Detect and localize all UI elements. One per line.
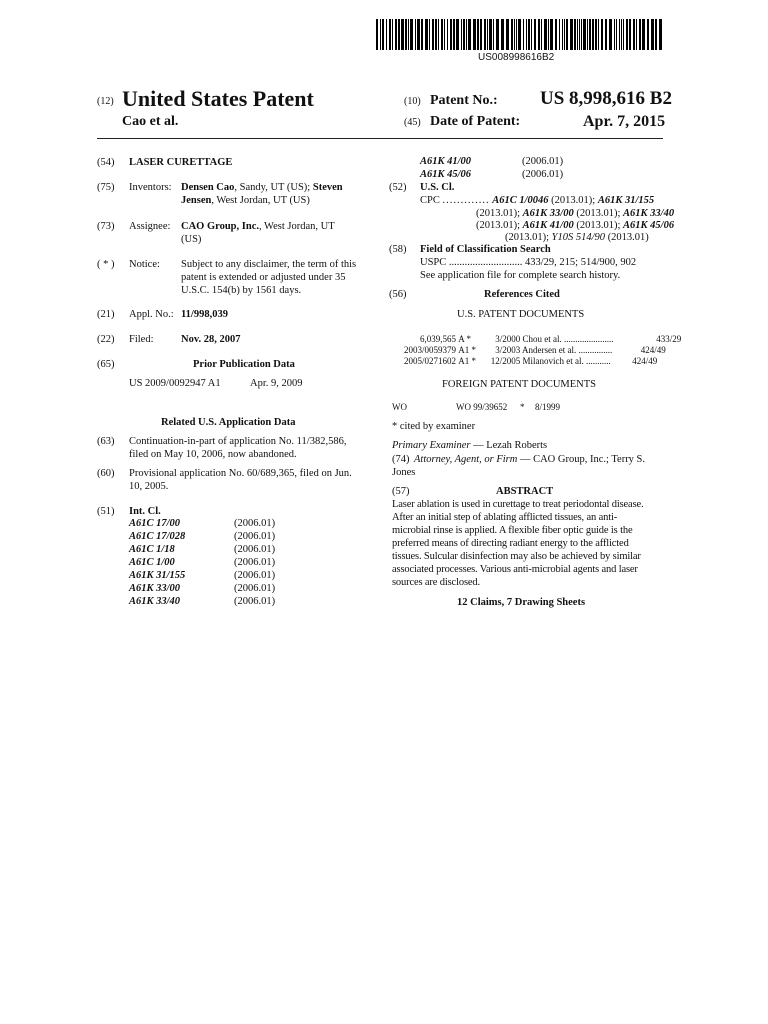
assignee-label: Assignee: — [129, 221, 171, 232]
reference-row: 2003/0059379 A1 * 3/2003 Andersen et al. ............... 424/49 — [403, 345, 666, 355]
code-58: (58) — [389, 244, 407, 255]
barcode-bar — [601, 19, 603, 50]
barcode-bar — [511, 19, 513, 50]
code-12: (12) — [97, 96, 114, 107]
abstract-body — [392, 498, 664, 589]
barcode-bar — [456, 19, 459, 50]
cpc-line1: CPC ............. A61C 1/0046 (2013.01); A61K 31/155 — [420, 195, 655, 206]
barcode-bar — [621, 19, 622, 50]
abstract-line: tissues. Sulcular disinfection may also be achieved by similar — [392, 551, 641, 562]
filed-label: Filed: — [129, 334, 154, 345]
barcode-bar — [466, 19, 467, 50]
barcode-bar — [659, 19, 662, 50]
notice-line3: U.S.C. 154(b) by 1561 days. — [181, 285, 302, 296]
barcode-bar — [417, 19, 420, 50]
barcode-bar — [506, 19, 509, 50]
barcode-bar — [429, 19, 430, 50]
barcode-bar — [555, 19, 557, 50]
intcl-row: A61C 1/00 (2006.01) — [129, 557, 276, 568]
code-60: (60) — [97, 468, 115, 479]
intcl-row: A61K 41/00 (2006.01) — [420, 156, 564, 167]
field-search-label: Field of Classification Search — [420, 244, 551, 255]
patent-number: US 8,998,616 B2 — [540, 88, 672, 109]
barcode-bar — [477, 19, 479, 50]
barcode-bar — [633, 19, 635, 50]
barcode-bar — [484, 19, 486, 50]
barcode-number: US008998616B2 — [478, 52, 555, 63]
abstract-line: sources are disclosed. — [392, 577, 480, 588]
barcode-bar — [581, 19, 582, 50]
inventors-line2: Jensen, West Jordan, UT (US) — [181, 195, 310, 206]
barcode-bar — [415, 19, 416, 50]
abstract-line: After an initial step of ablating afflicted tissues, an anti- — [392, 512, 618, 523]
barcode-bar — [514, 19, 515, 50]
intcl-row: A61C 1/18 (2006.01) — [129, 544, 276, 555]
barcode-bar — [389, 19, 391, 50]
abstract-line: Laser ablation is used in curettage to treat periodontal disease. — [392, 499, 644, 510]
related-heading: Related U.S. Application Data — [161, 417, 296, 428]
intcl-row: A61C 17/00 (2006.01) — [129, 518, 276, 529]
code-54: (54) — [97, 157, 115, 168]
patent-date: Apr. 7, 2015 — [583, 113, 666, 130]
barcode-bar — [531, 19, 532, 50]
foreign-kind: * — [520, 402, 525, 412]
barcode-bar — [655, 19, 657, 50]
patent-title: LASER CURETTAGE — [129, 157, 233, 168]
appl-number: 11/998,039 — [181, 309, 228, 320]
filed-date: Nov. 28, 2007 — [181, 334, 241, 345]
barcode-bar — [639, 19, 641, 50]
cpc-line2: (2013.01); A61K 33/00 (2013.01); A61K 33/40 — [476, 208, 675, 219]
barcode-bar — [487, 19, 488, 50]
barcode-bar — [516, 19, 517, 50]
barcode-bar — [376, 19, 378, 50]
barcode-bar — [432, 19, 434, 50]
barcode-bar — [595, 19, 597, 50]
barcode-bar — [642, 19, 645, 50]
barcode-bar — [382, 19, 384, 50]
intcl-list — [129, 517, 275, 608]
code-51: (51) — [97, 506, 115, 517]
barcode-bar — [544, 19, 547, 50]
code-56: (56) — [389, 289, 407, 300]
barcode-bar — [562, 19, 563, 50]
barcode-bar — [541, 19, 542, 50]
provisional-line2: 10, 2005. — [129, 481, 169, 492]
prior-pub-number: US 2009/0092947 A1 — [129, 378, 221, 389]
barcode-bar — [538, 19, 540, 50]
claims-sheets: 12 Claims, 7 Drawing Sheets — [457, 597, 586, 608]
primary-examiner: Primary Examiner — Lezah Roberts — [392, 440, 548, 451]
assignee-line2: (US) — [181, 234, 202, 245]
reference-row: 6,039,565 A * 3/2000 Chou et al. ...................... 433/29 — [420, 334, 682, 344]
code-74: (74) — [392, 454, 410, 465]
barcode-bar — [616, 19, 617, 50]
foreign-number: WO 99/39652 — [456, 402, 508, 412]
continuation-line2: filed on May 10, 2006, now abandoned. — [129, 449, 297, 460]
code-notice: ( * ) — [97, 259, 115, 270]
code-65: (65) — [97, 359, 115, 370]
barcode-bar — [410, 19, 413, 50]
cpc-line4: (2013.01); Y10S 514/90 (2013.01) — [505, 232, 649, 243]
barcode-bar — [461, 19, 462, 50]
intcl-row: A61K 33/40 (2006.01) — [129, 596, 276, 607]
barcode-bar — [408, 19, 409, 50]
references-heading: References Cited — [484, 289, 560, 300]
continuation-line1: Continuation-in-part of application No. 11/382,586, — [129, 436, 347, 447]
attorney-line2: Jones — [392, 467, 416, 478]
intcl-row: A61C 17/028 (2006.01) — [129, 531, 276, 542]
inventors-label: Inventors: — [129, 182, 172, 193]
barcode — [376, 19, 666, 50]
attorney-line1: Attorney, Agent, or Firm — CAO Group, Inc.; Terry S. — [414, 454, 646, 465]
barcode-bar — [647, 19, 649, 50]
date-label: Date of Patent: — [430, 114, 521, 129]
provisional-line1: Provisional application No. 60/689,365, filed on Jun. — [129, 468, 352, 479]
search-history: See application file for complete search history. — [420, 270, 621, 281]
intcl-row: A61K 31/155 (2006.01) — [129, 570, 276, 581]
barcode-bar — [501, 19, 504, 50]
abstract-line: associated processes. Various anti-microbial agents and laser — [392, 564, 638, 575]
barcode-bar — [605, 19, 607, 50]
intcl-row: A61K 33/00 (2006.01) — [129, 583, 276, 594]
barcode-bar — [526, 19, 527, 50]
barcode-bar — [489, 19, 492, 50]
code-73: (73) — [97, 221, 115, 232]
barcode-bar — [493, 19, 494, 50]
code-10: (10) — [404, 96, 421, 107]
foreign-date: 8/1999 — [535, 402, 561, 412]
barcode-bar — [598, 19, 599, 50]
barcode-bar — [405, 19, 407, 50]
barcode-bar — [401, 19, 404, 50]
intcl-continued — [420, 155, 563, 181]
cpc-line3: (2013.01); A61K 41/00 (2013.01); A61K 45/06 — [476, 220, 675, 231]
barcode-bar — [496, 19, 499, 50]
reference-row: 2005/0271602 A1 * 12/2005 Milanovich et al. ........... 424/49 — [403, 356, 658, 366]
barcode-bar — [564, 19, 565, 50]
notice-line1: Subject to any disclaimer, the term of this — [181, 259, 357, 270]
barcode-bar — [480, 19, 482, 50]
barcode-bar — [570, 19, 573, 50]
barcode-bar — [444, 19, 445, 50]
barcode-bar — [463, 19, 465, 50]
barcode-bar — [636, 19, 637, 50]
barcode-bar — [587, 19, 588, 50]
barcode-bar — [534, 19, 536, 50]
foreign-docs-heading: FOREIGN PATENT DOCUMENTS — [442, 379, 597, 390]
barcode-bar — [468, 19, 471, 50]
doc-type: United States Patent — [122, 86, 314, 111]
code-57: (57) — [392, 486, 410, 497]
abstract-heading: ABSTRACT — [496, 486, 554, 497]
code-52: (52) — [389, 182, 407, 193]
barcode-bar — [450, 19, 452, 50]
intcl-row: A61K 45/06 (2006.01) — [420, 169, 564, 180]
inventors-line1: Densen Cao, Sandy, UT (US); Steven — [181, 182, 343, 193]
barcode-bar — [421, 19, 423, 50]
us-references — [396, 334, 681, 367]
authors: Cao et al. — [122, 114, 179, 129]
barcode-bar — [592, 19, 594, 50]
barcode-bar — [548, 19, 549, 50]
barcode-bar — [574, 19, 576, 50]
barcode-bar — [626, 19, 628, 50]
barcode-bar — [386, 19, 387, 50]
prior-pub-heading: Prior Publication Data — [193, 359, 295, 370]
prior-pub-date: Apr. 9, 2009 — [250, 378, 303, 389]
code-63: (63) — [97, 436, 115, 447]
barcode-bar — [566, 19, 568, 50]
barcode-bar — [528, 19, 530, 50]
appl-label: Appl. No.: — [129, 309, 174, 320]
barcode-bar — [579, 19, 580, 50]
uscl-label: U.S. Cl. — [420, 182, 455, 193]
barcode-bar — [577, 19, 578, 50]
barcode-bar — [392, 19, 393, 50]
barcode-bar — [395, 19, 397, 50]
header-rule — [97, 138, 663, 139]
barcode-bar — [518, 19, 521, 50]
barcode-bar — [550, 19, 553, 50]
barcode-bar — [614, 19, 615, 50]
barcode-bar — [453, 19, 455, 50]
barcode-bar — [435, 19, 437, 50]
barcode-bar — [619, 19, 620, 50]
barcode-bar — [589, 19, 591, 50]
barcode-bar — [425, 19, 428, 50]
patent-no-label: Patent No.: — [430, 93, 498, 108]
notice-line2: patent is extended or adjusted under 35 — [181, 272, 346, 283]
barcode-bar — [629, 19, 631, 50]
barcode-bar — [623, 19, 624, 50]
barcode-bar — [473, 19, 476, 50]
barcode-bar — [380, 19, 381, 50]
barcode-bar — [438, 19, 439, 50]
barcode-bar — [559, 19, 560, 50]
assignee-line1: CAO Group, Inc., West Jordan, UT — [181, 221, 335, 232]
barcode-bar — [398, 19, 400, 50]
uspc-line: USPC ............................ 433/29, 215; 514/900, 902 — [420, 257, 637, 268]
us-docs-heading: U.S. PATENT DOCUMENTS — [457, 309, 585, 320]
barcode-bar — [583, 19, 586, 50]
barcode-bar — [447, 19, 448, 50]
barcode-bar — [651, 19, 654, 50]
notice-label: Notice: — [129, 259, 160, 270]
barcode-bar — [609, 19, 612, 50]
code-21: (21) — [97, 309, 115, 320]
intcl-label: Int. Cl. — [129, 506, 161, 517]
barcode-bar — [441, 19, 443, 50]
cited-by-examiner: * cited by examiner — [392, 421, 476, 432]
code-45: (45) — [404, 117, 421, 128]
barcode-bar — [523, 19, 524, 50]
abstract-line: preferred means of directing radiant energy to the afflicted — [392, 538, 629, 549]
code-22: (22) — [97, 334, 115, 345]
abstract-line: microbial rinse is applied. A flexible fiber optic guide is the — [392, 525, 633, 536]
foreign-country: WO — [392, 402, 407, 412]
code-75: (75) — [97, 182, 115, 193]
